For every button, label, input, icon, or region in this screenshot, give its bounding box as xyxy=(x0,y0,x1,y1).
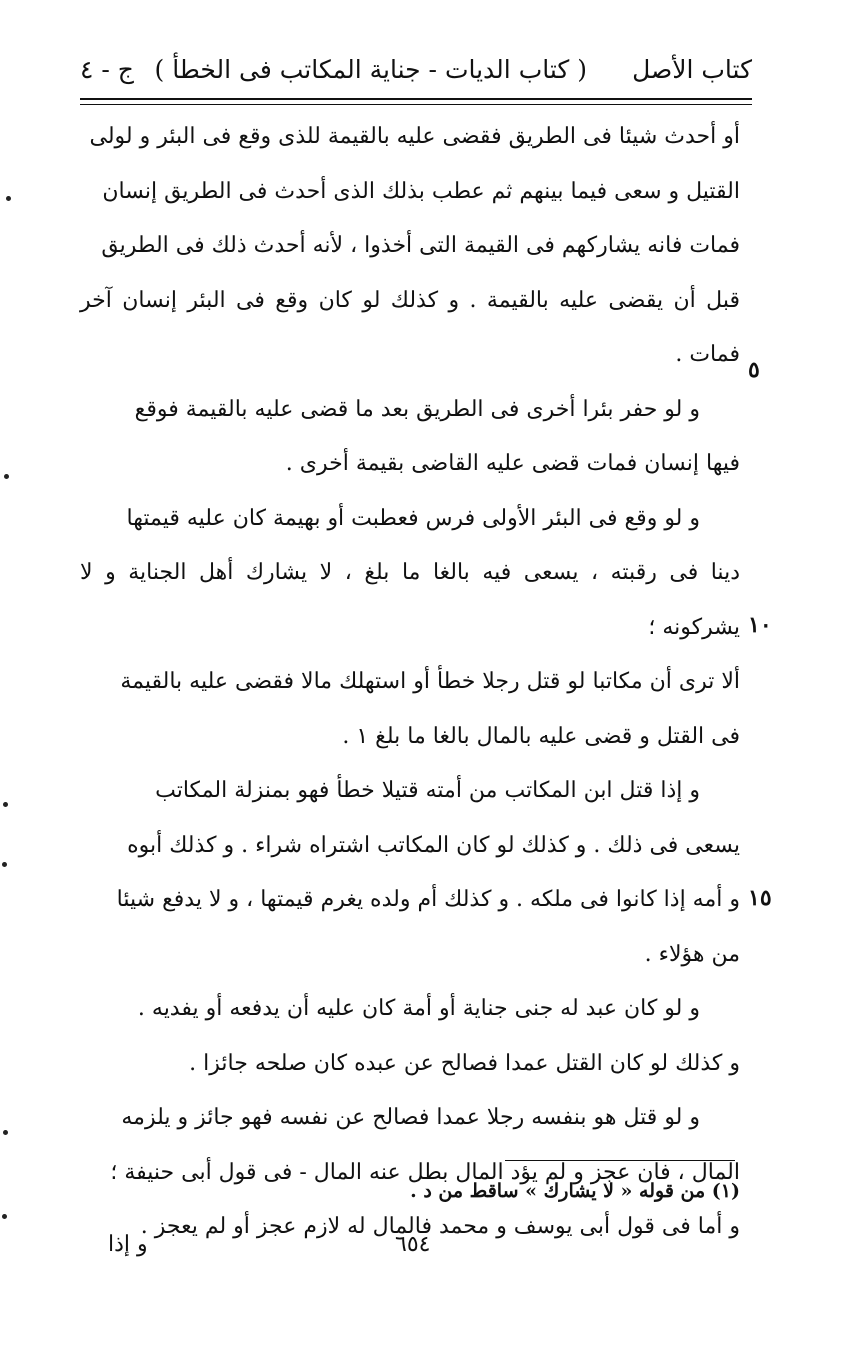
text-line: فى القتل و قضى عليه بالمال بالغا ما بلغ ١ . xyxy=(342,723,740,749)
scan-speck xyxy=(4,474,9,479)
text-line: فيها إنسان فمات قضى عليه القاضى بقيمة أخرى . xyxy=(285,451,740,476)
header-rule-thick xyxy=(80,98,752,100)
line-number-10: ١٠ xyxy=(748,612,772,638)
text-line: فمات فانه يشاركهم فى القيمة التى أخذوا ، لأنه أحدث ذلك فى الطريق xyxy=(101,233,740,258)
text-line: و لو حفر بئرا أخرى فى الطريق بعد ما قضى عليه بالقيمة فوقع xyxy=(134,396,700,422)
text-line: من هؤلاء . xyxy=(644,941,740,967)
scan-speck xyxy=(3,1130,8,1135)
text-line: و لو وقع فى البئر الأولى فرس فعطبت أو بهيمة كان عليه قيمتها xyxy=(126,505,700,531)
text-line: قبل أن يقضى عليه بالقيمة . و كذلك لو كان وقع فى البئر إنسان آخر فمات . xyxy=(80,287,740,367)
running-header xyxy=(80,40,752,100)
text-line: ألا ترى أن مكاتبا لو قتل رجلا خطأ أو استهلك مالا فقضى عليه بالقيمة xyxy=(120,669,740,694)
scan-speck xyxy=(3,802,8,807)
book-title: كتاب الأصل xyxy=(632,55,752,84)
scan-speck xyxy=(2,862,7,867)
body-text xyxy=(80,110,740,1255)
catchword: و إذا xyxy=(108,1232,148,1257)
text-line: أو أحدث شيئا فى الطريق فقضى عليه بالقيمة للذى وقع فى البئر و لولى xyxy=(89,124,740,149)
text-line: و أمه إذا كانوا فى ملكه . و كذلك أم ولده يغرم قيمتها ، و لا يدفع شيئا xyxy=(116,887,740,912)
scan-speck xyxy=(6,196,11,201)
text-line: دينا فى رقبته ، يسعى فيه بالغا ما بلغ ، لا يشارك أهل الجناية و لا يشركونه ؛ xyxy=(80,560,740,640)
text-line: المال ، فان عجز و لم يؤد المال بطل عنه المال - فى قول أبى حنيفة ؛ xyxy=(110,1159,740,1185)
text-line: و لو كان عبد له جنى جناية أو أمة كان عليه أن يدفعه أو يفديه . xyxy=(137,996,700,1021)
text-line: و كذلك لو كان القتل عمدا فصالح عن عبده كان صلحه جائزا . xyxy=(189,1050,740,1076)
footnote: (١) من قوله « لا يشارك » ساقط من د . xyxy=(410,1180,740,1202)
text-line: يسعى فى ذلك . و كذلك لو كان المكاتب اشتراه شراء . و كذلك أبوه xyxy=(127,832,740,858)
page-number: ٦٥٤ xyxy=(395,1232,431,1257)
text-line: القتيل و سعى فيما بينهم ثم عطب بذلك الذى أحدث فى الطريق إنسان xyxy=(102,178,740,204)
footnote-rule xyxy=(505,1160,735,1161)
header-rule-thin xyxy=(80,104,752,105)
text-line: و لو قتل هو بنفسه رجلا عمدا فصالح عن نفسه فهو جائز و يلزمه xyxy=(121,1105,700,1130)
volume-label: ج - ٤ xyxy=(80,55,134,84)
line-number-15: ١٥ xyxy=(748,885,772,911)
scan-speck xyxy=(2,1214,7,1219)
text-line: و إذا قتل ابن المكاتب من أمته قتيلا خطأ فهو بمنزلة المكاتب xyxy=(155,778,700,803)
text-line: و أما فى قول أبى يوسف و محمد فالمال له لازم عجز أو لم يعجز . xyxy=(140,1214,740,1239)
line-number-5: ٥ xyxy=(748,357,760,383)
chapter-subtitle: ( كتاب الديات - جناية المكاتب فى الخطأ ) xyxy=(154,55,587,84)
